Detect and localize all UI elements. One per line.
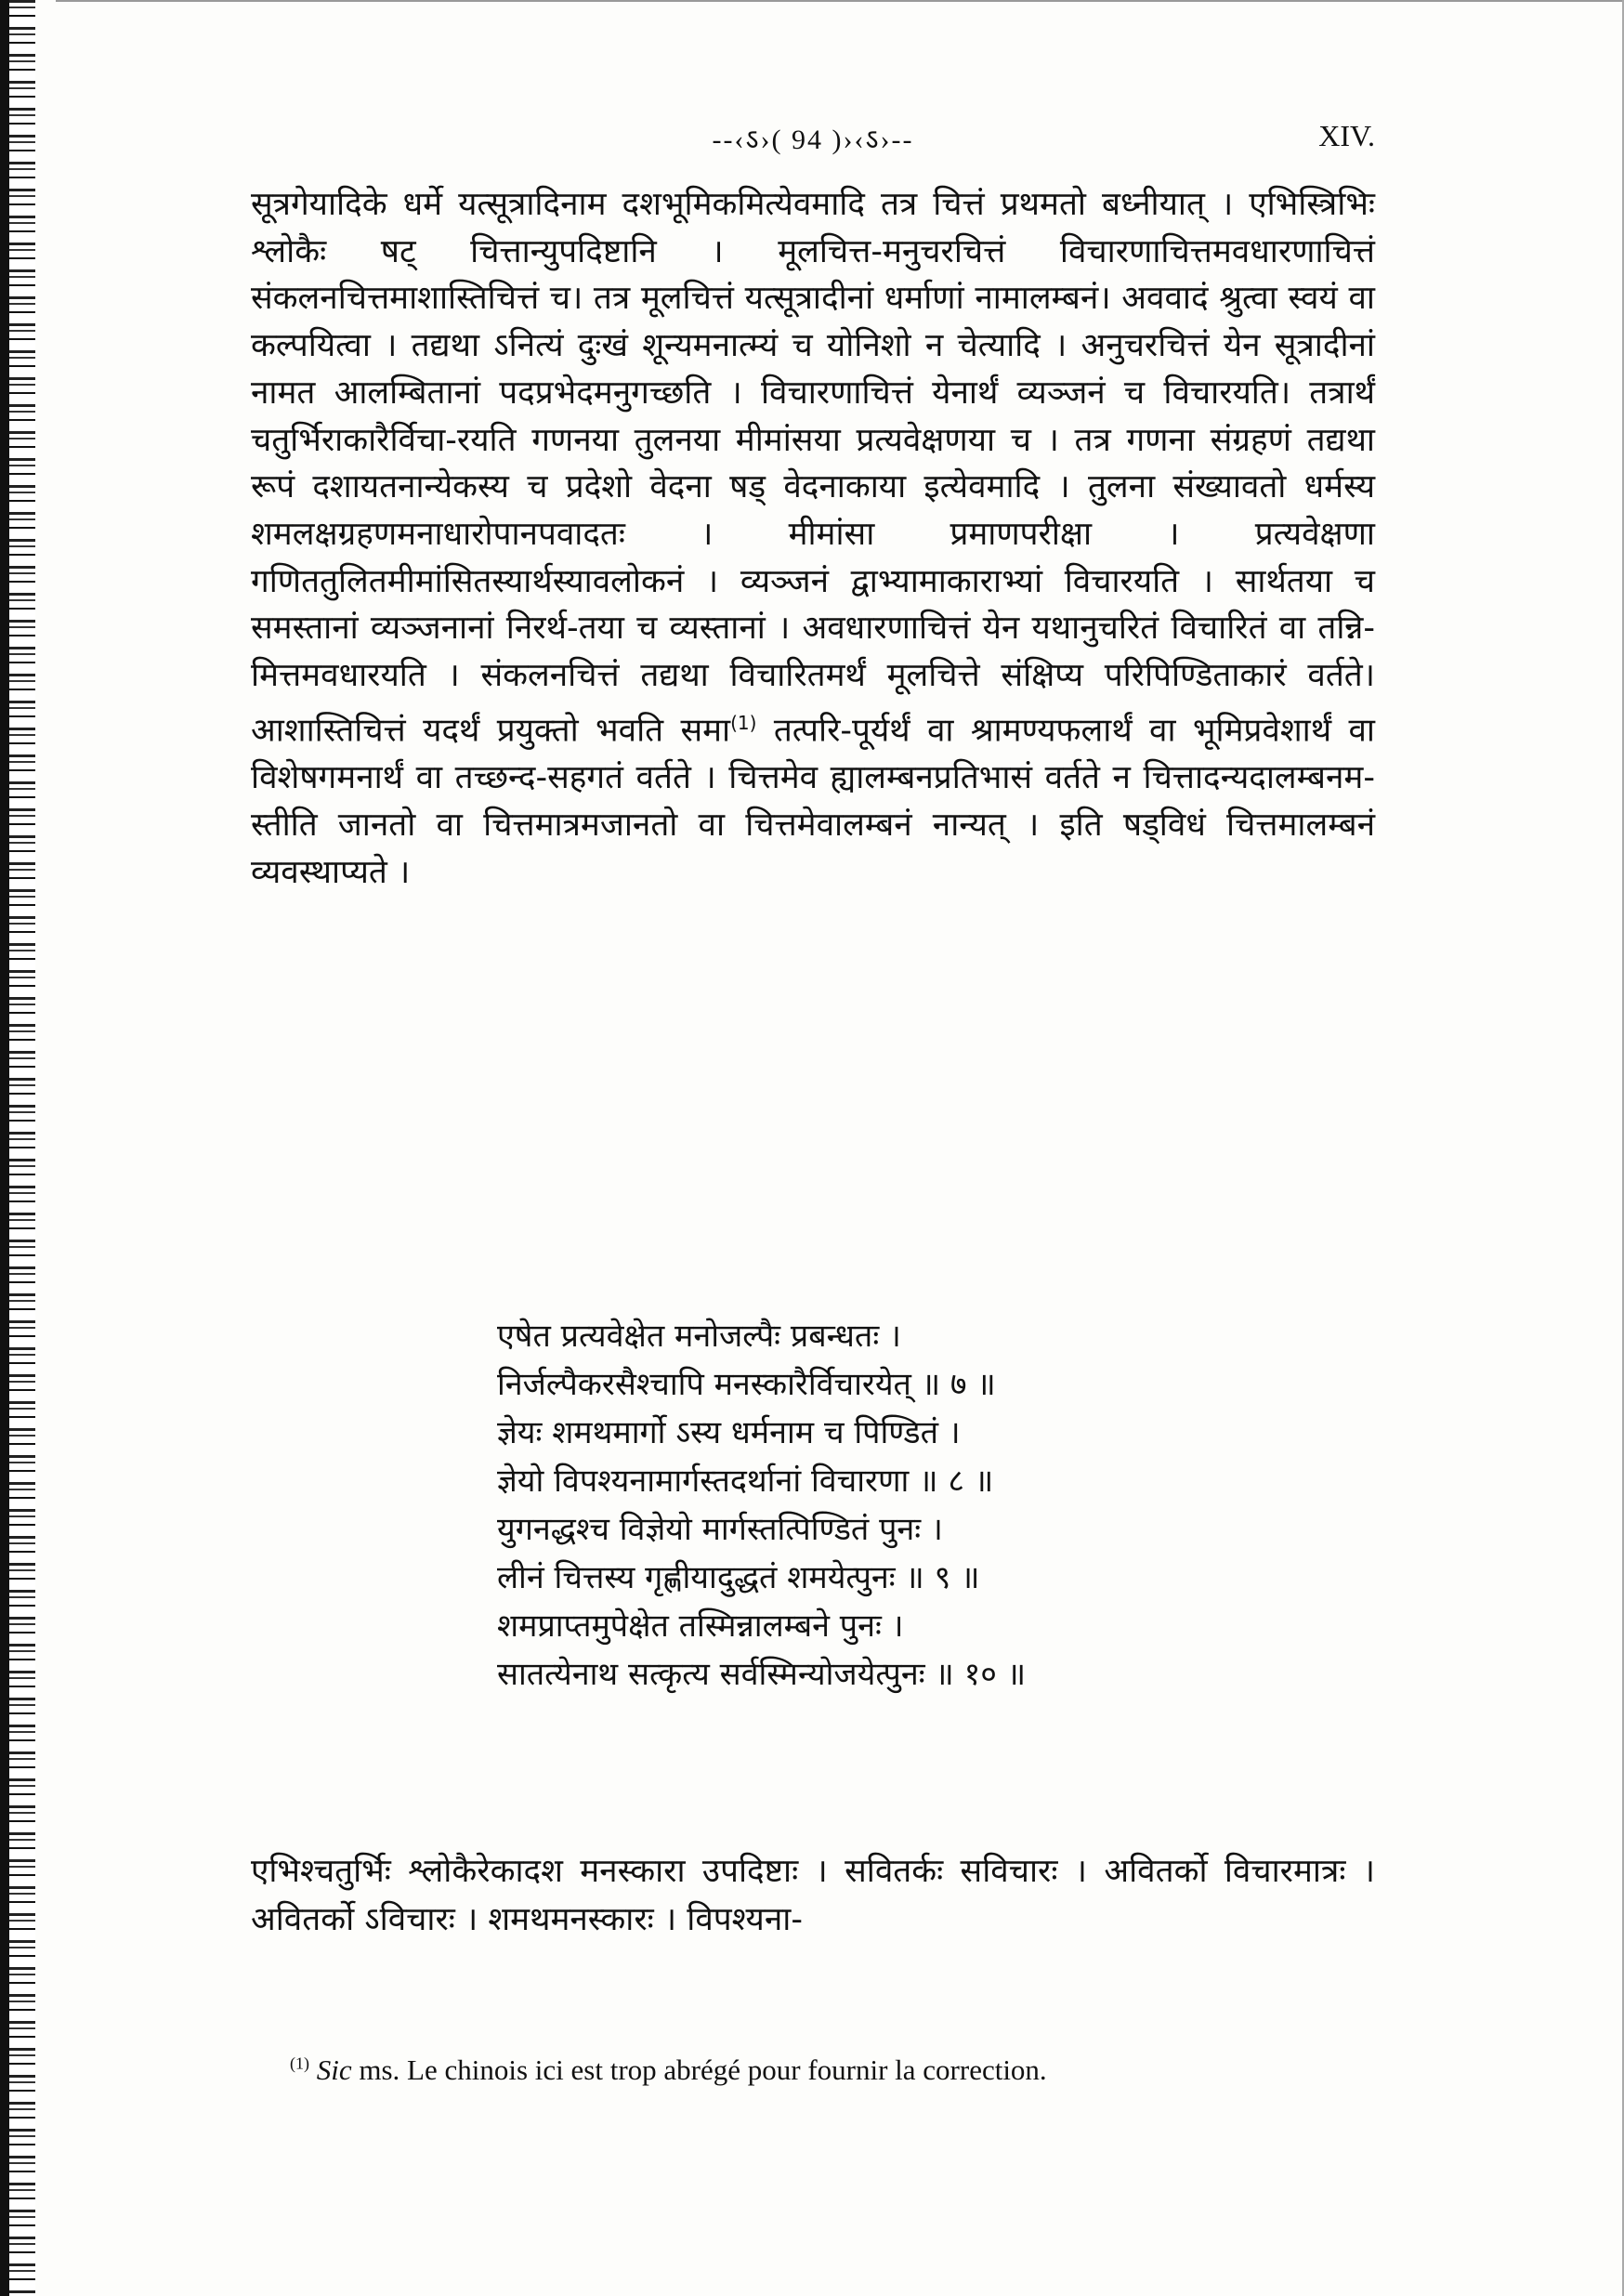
chapter-number: XIV. [1318,119,1375,152]
footnote-sic: Sic [316,2053,352,2086]
page-number: --‹ऽ›( 94 )›‹ऽ›-- [712,125,914,155]
verse-line: ज्ञेयः शमथमार्गो ऽस्य धर्मनाम च पिण्डितं । [497,1414,961,1451]
paragraph-text-continued: तत्परि-पूर्यर्थं वा श्रामण्यफलार्थं वा भूमिप्रवेशार्थं वा विशेषगमनार्थं वा तच्छन्द-सहगतं वर्तते । चित्तमेव ह्यालम्बनप्रतिभासं वर्तते न चित्तादन्यदालम्बनम-स्तीति जानतो वा चित्तमात्रमजानतो वा चित्तमेवालम्बनं नान्यत् । इति षड्विधं चित्तमालम्बनं व्यवस्थाप्यते । [251,712,1375,891]
paragraph-text: सूत्रगेयादिके धर्मे यत्सूत्रादिनाम दशभूमिकमित्येवमादि तत्र चित्तं प्रथमतो बध्नीयात् । एभिस्त्रिभिः श्लोकैः षट् चित्तान्युपदिष्टानि । मूलचित्त-मनुचरचित्तं विचारणाचित्तमवधारणाचित्तं संकलनचित्तमाशास्तिचित्तं च। तत्र मूलचित्तं यत्सूत्रादीनां धर्माणां नामालम्बनं। अववादं श्रुत्वा स्वयं वा कल्पयित्वा । तद्यथा ऽनित्यं दुःखं शून्यमनात्म्यं च योनिशो न चेत्यादि । अनुचरचित्तं येन सूत्रादीनां नामत आलम्बितानां पदप्रभेदमनुगच्छति । विचारणाचित्तं येनार्थं व्यञ्जनं च विचारयति। तत्रार्थं चतुर्भिराकारैर्विचा-रयति गणनया तुलनया मीमांसया प्रत्यवेक्षणया च । तत्र गणना संग्रहणं तद्यथा रूपं दशायतनान्येकस्य च प्रदेशो वेदना षड् वेदनाकाया इत्येवमादि । तुलना संख्यावतो धर्मस्य शमलक्षग्रहणमनाधारोपानपवादतः । मीमांसा प्रमाणपरीक्षा । प्रत्यवेक्षणा गणिततुलितमीमांसितस्यार्थस्यावलोकनं । व्यञ्जनं द्वाभ्यामाकाराभ्यां विचारयति । सार्थतया च समस्तानां व्यञ्जनानां निरर्थ-तया च व्यस्तानां । अवधारणाचित्तं येन यथानुचरितं विचारितं वा तन्नि-मित्तमवधारयति । संकलनचित्तं तद्यथा विचारितमर्थं मूलचित्ते संक्षिप्य परिपिण्डिताकारं वर्तते। आशास्तिचित्तं यदर्थं प्रयुक्तो भवति समा [251,186,1375,750]
main-paragraph [251,181,1375,896]
verse-block [497,1312,1240,1699]
footnote [290,2053,1358,2087]
book-spine [0,0,9,2296]
verse-line: ज्ञेयो विपश्यनामार्गस्तदर्थानां विचारणा ॥ ८ ॥ [497,1463,994,1500]
footnote-reference: (1) [730,711,757,734]
page-top-edge [56,0,1624,2]
verse-line: एषेत प्रत्यवेक्षेत मनोजल्पैः प्रबन्धतः । [497,1318,901,1355]
verse-line: सातत्येनाथ सत्कृत्य सर्वस्मिन्योजयेत्पुनः ॥ १० ॥ [497,1656,1027,1693]
verse-line: निर्जल्पैकरसैश्चापि मनस्कारैर्विचारयेत् ॥ ७ ॥ [497,1366,996,1403]
footnote-text: ms. Le chinois ici est trop abrégé pour fournir la correction. [351,2053,1047,2086]
closing-paragraph: एभिश्चतुर्भिः श्लोकैरेकादश मनस्कारा उपदिष्टाः । सवितर्कः सविचारः । अवितर्को विचारमात्रः । अवितर्को ऽविचारः । शमथमनस्कारः । विपश्यना- [251,1853,1375,1938]
verse-line: युगनद्धश्च विज्ञेयो मार्गस्तत्पिण्डितं पुनः । [497,1511,943,1548]
verse-line: शमप्राप्तमुपेक्षेत तस्मिन्नालम्बने पुनः । [497,1607,904,1645]
page-header [251,119,1375,156]
footnote-marker: (1) [290,2053,309,2073]
verse-line: लीनं चित्तस्य गृह्णीयादुद्धतं शमयेत्पुनः ॥ ९ ॥ [497,1559,980,1596]
